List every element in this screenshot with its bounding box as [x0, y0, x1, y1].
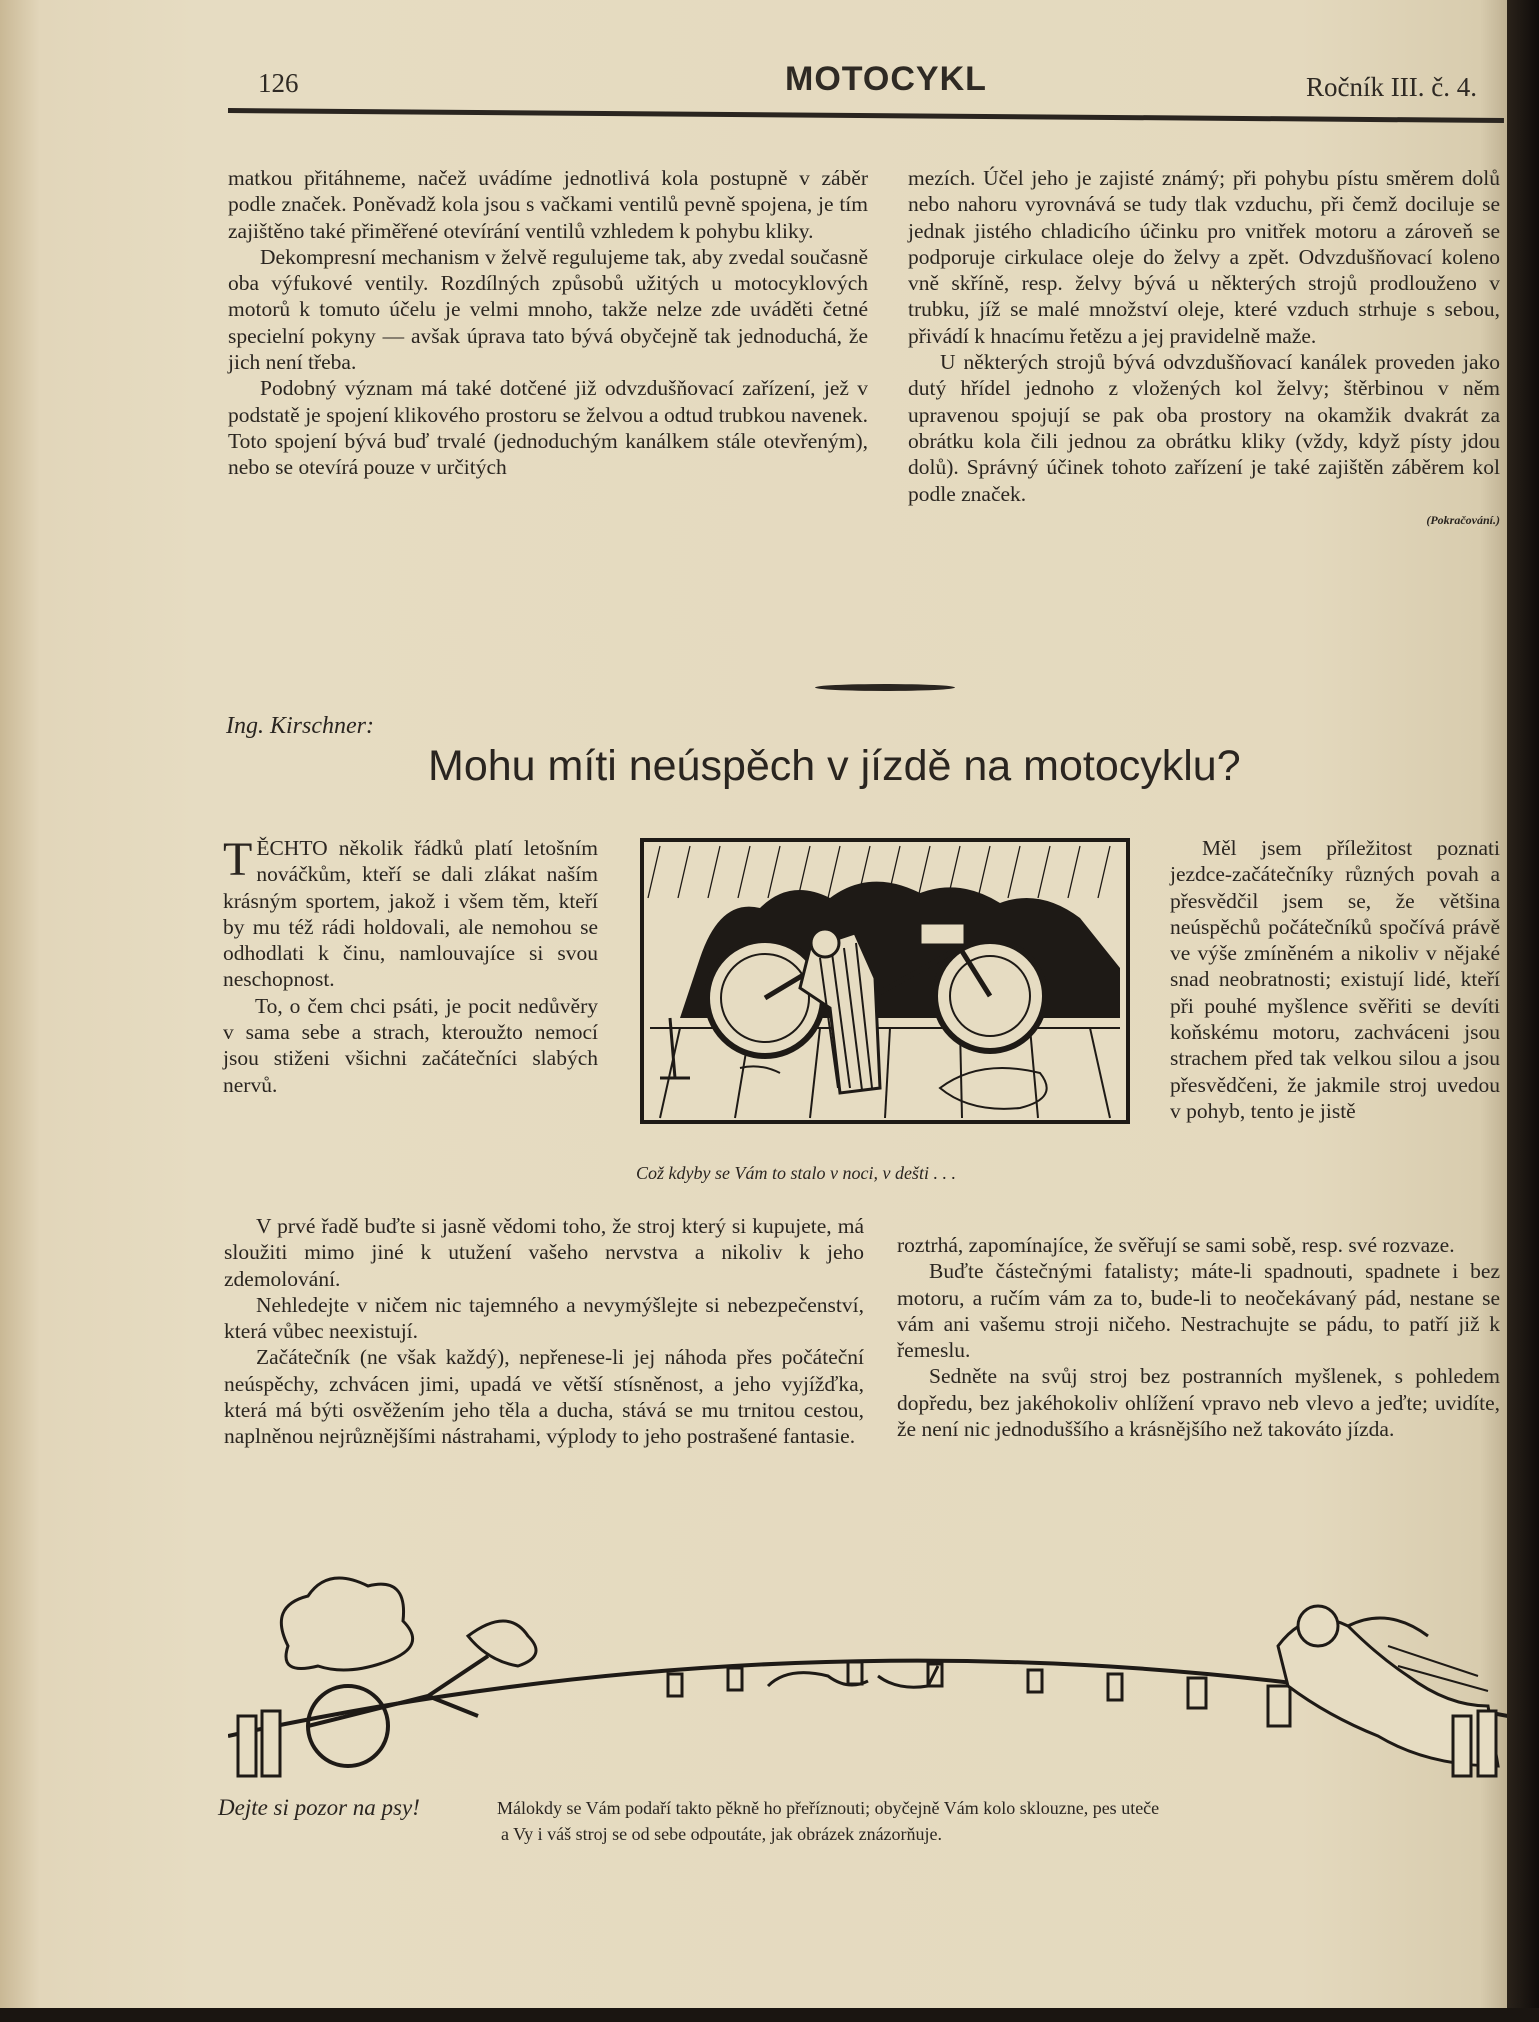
paragraph: Sedněte na svůj stroj bez postranních myšlenek, s pohledem dopředu, bez jakéhokoliv ohlížení vpravo neb vlevo a jeďte; uvidíte, že není nic jednoduššího a krásnějšího než takováto jízda. — [897, 1364, 1500, 1442]
continuation-left-column — [228, 165, 868, 481]
intro-column — [223, 835, 598, 1098]
paragraph: To, o čem chci psáti, je pocit nedůvěry v sama sebe a strach, kteroužto nemocí jsou stiženi všichni začátečníci slabých nervů. — [223, 993, 598, 1097]
paragraph: Buďte částečnými fatalisty; máte-li spadnouti, spadnete i bez motoru, a ručím vám za to, bude-li to neočekávaný pád, nestane se vám ani vašemu stroji ničeho. Nestrachujte se pádu, to patří již k řemeslu. — [897, 1259, 1500, 1363]
paragraph: Začátečník (ne však každý), nepřenese-li jej náhoda přes počáteční neúspěchy, zchvácen jimi, upadá ve větší stísněnost, a jeho vyjížďka, která má býti osvěžením jeho těla a ducha, stává se mu trnitou cestou, naplněnou nejrůznějšími nástrahami, výplody to jeho postrašené fantasie. — [224, 1345, 864, 1449]
continued-note: (Pokračování.) — [1426, 512, 1500, 527]
bottom-caption-line2: a Vy i váš stroj se od sebe odpoutáte, jak obrázek znázorňuje. — [501, 1824, 943, 1844]
paragraph: Podobný význam má také dotčené již odvzdušňovací zařízení, jež v podstatě je spojení klikového prostoru se želvou a odtud trubkou navenek. Toto spojení bývá buď trvalé (jednoduchým kanálkem stále otevřeným), nebo se otevírá pouze v určitých — [228, 376, 868, 480]
bottom-caption-lead: Dejte si pozor na psy! — [218, 1795, 420, 1820]
article-lower-right-column — [897, 1232, 1500, 1442]
section-divider — [815, 684, 955, 691]
article-right-column — [1170, 835, 1500, 1124]
continuation-right-column — [908, 165, 1500, 533]
article-title: Mohu míti neúspěch v jízdě na motocyklu? — [428, 742, 1241, 790]
illustration-caption: Což kdyby se Vám to stalo v noci, v dešti . . . — [636, 1163, 956, 1183]
paragraph: Měl jsem příležitost poznati jezdce-začátečníky různých povah a přesvědčil jsem se, že většina neúspěchů počátečníků spočívá právě ve výše zmíněném a nikoliv v nějaké snad neobratnosti; existují lidé, kteří při pouhé myšlence svěřiti se devíti koňskému motoru, zachváceni jsou strachem před tak velkou silou a jsou přesvědčeni, že jakmile stroj uvedou v pohyb, tento je jistě — [1170, 836, 1500, 1123]
intro-paragraph — [223, 835, 598, 993]
page-number: 126 — [258, 68, 299, 98]
paragraph: mezích. Účel jeho je zajisté známý; při pohybu pístu směrem dolů nebo nahoru vyrovnává se tudy tlak vzduchu, při čemž dociluje se jednak jistého chladicího účinku pro vnitřek motoru a zároveň se podporuje cirkulace oleje do želvy a zpět. Odvzdušňovací koleno vně skříně, resp. želvy bývá u některých strojů prodlouženo v trubku, jíž se malé množství oleje, které vzduch strhuje s sebou, přivádí k hnacímu řetězu a jej pravidelně maže. — [908, 166, 1500, 348]
paragraph: Dekompresní mechanism v želvě regulujeme tak, aby zvedal současně oba výfukové ventily. Rozdílných způsobů užitých u motocyklových motorů k tomuto účelu je velmi mnoho, takže nelze zde uváděti četné specielní pokyny — avšak úprava tato bývá obyčejně tak jednoduchá, že jich není třeba. — [228, 244, 868, 375]
paragraph: matkou přitáhneme, načež uvádíme jednotlivá kola postupně v záběr podle značek. Poněvadž kola jsou s vačkami ventilů pevně spojena, je tím zajištěno také přiměřené otevírání ventilů vzhledem k pohybu kliky. — [228, 166, 868, 243]
header-rule — [228, 108, 1504, 123]
paragraph: roztrhá, zapomínajíce, že svěřují se sami sobě, resp. své rozvaze. — [897, 1233, 1455, 1257]
article-author: Ing. Kirschner: — [226, 713, 374, 739]
article-lower-left-column — [224, 1213, 864, 1450]
paragraph: Nehledejte v ničem nic tajemného a nevymýšlejte si nebezpečenství, která vůbec neexistují. — [224, 1292, 864, 1344]
paragraph: U některých strojů bývá odvzdušňovací kanálek proveden jako dutý hřídel jednoho z vložených kol želvy; štěrbinou v něm upravenou spojují se pak oba prostory na okamžik dvakrát za obrátku kola čili jednou za obrátku kliky (vždy, když písty jdou dolů). Správný účinek tohoto zařízení je také zajištěn záběrem kol podle značek. — [908, 350, 1500, 506]
intro-rest: několik řádků platí letošním nováčkům, kteří se dali zlákat naším krásným sportem, jakož i všem těm, kteří by mu též rádi holdovali, ale nemohou se odhodlati k činu, namlouvajíce si svou neschopnost. — [223, 836, 598, 992]
volume-info: Ročník III. č. 4. — [1306, 72, 1477, 102]
book-binding — [1507, 0, 1539, 2022]
rain-scene-illustration — [640, 838, 1130, 1124]
dog-crash-illustration — [228, 1566, 1508, 1784]
bottom-caption — [497, 1795, 1507, 1847]
journal-title: MOTOCYKL — [785, 60, 987, 98]
bottom-caption-line1: Málokdy se Vám podaří takto pěkně ho přeříznouti; obyčejně Vám kolo sklouzne, pes uteče — [497, 1798, 1160, 1818]
intro-lead: ĚCHTO — [256, 836, 328, 860]
drop-cap: T — [223, 833, 253, 886]
page-bottom-edge — [0, 2008, 1539, 2022]
paragraph: V prvé řadě buďte si jasně vědomi toho, že stroj který si kupujete, má sloužiti mimo jiné k utužení vašeho nervstva a nikoliv k jeho zdemolování. — [224, 1214, 864, 1291]
